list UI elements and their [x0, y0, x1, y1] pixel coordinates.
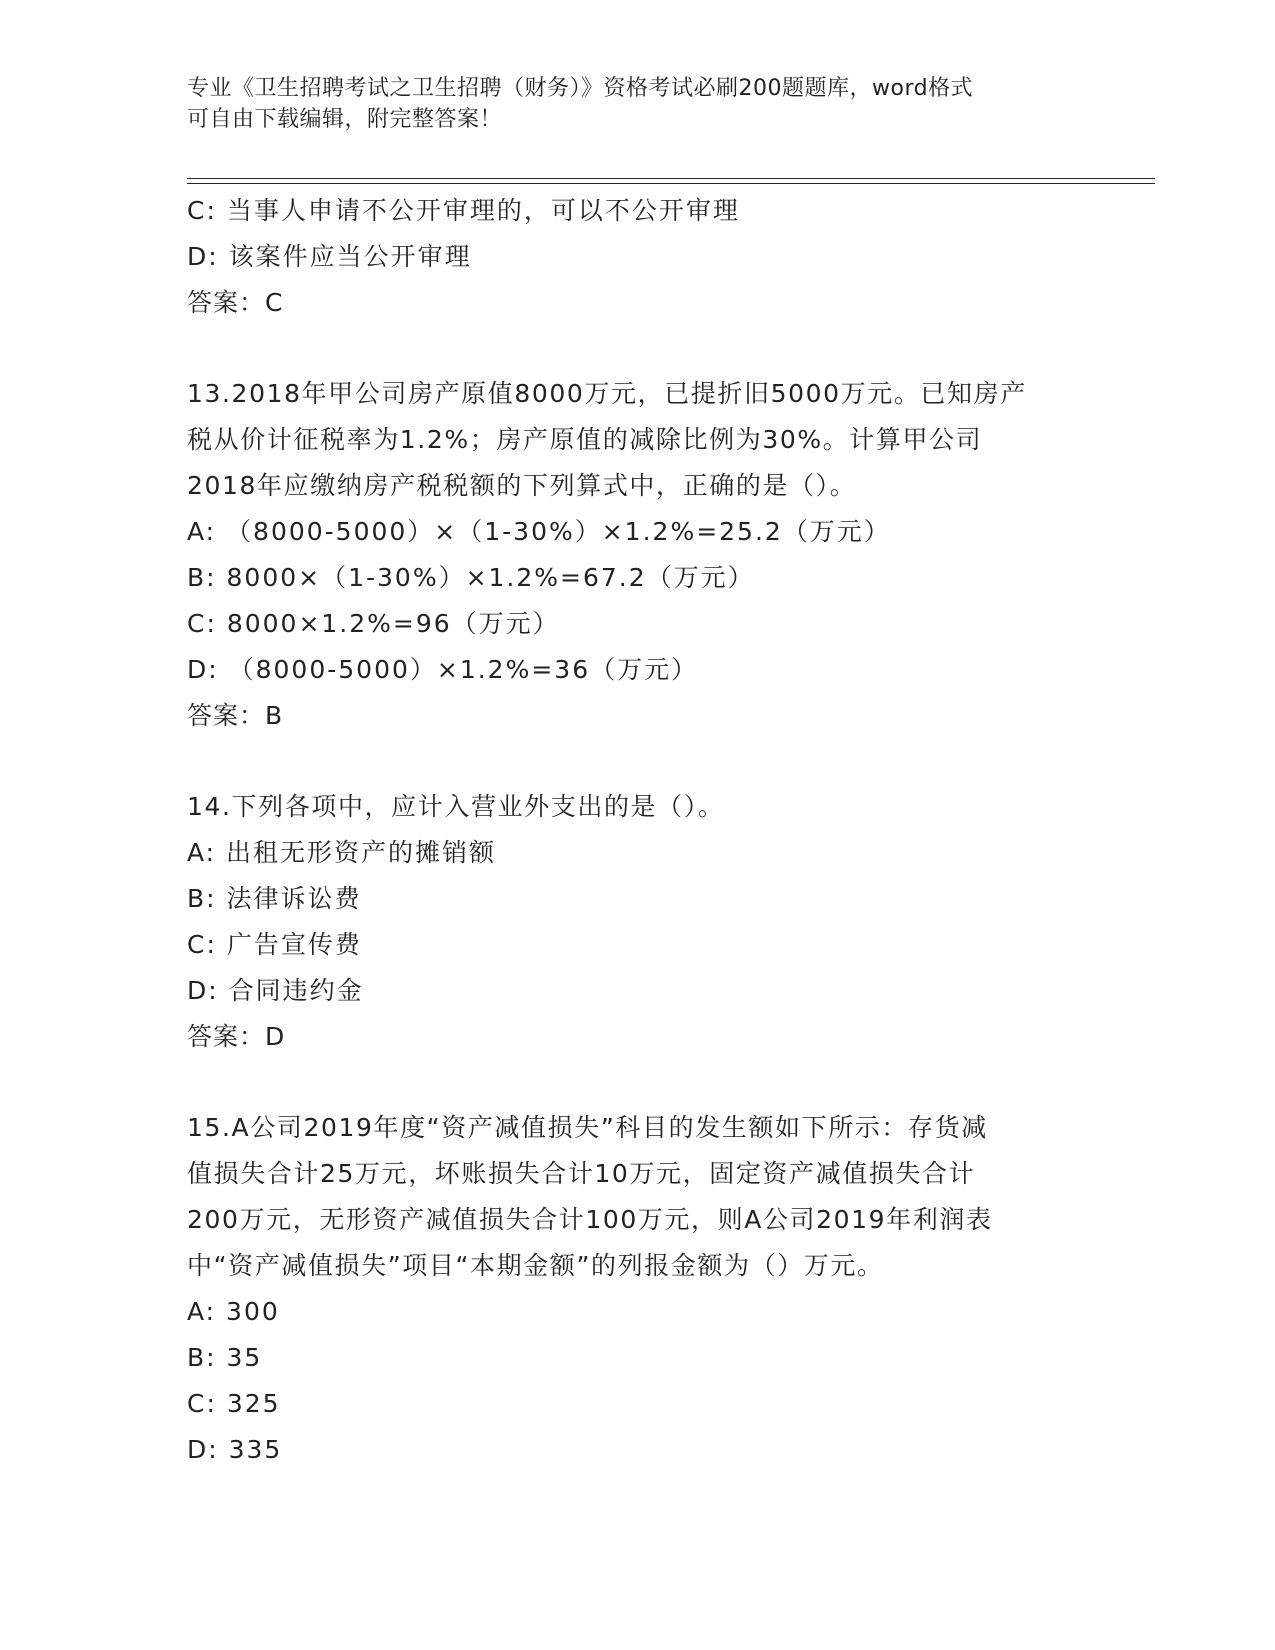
- header-line-2: 可自由下载编辑，附完整答案！: [187, 107, 503, 132]
- spacer: [187, 739, 1087, 784]
- option-d: D: （8000-5000）×1.2%=36（万元）: [187, 655, 699, 684]
- document-header: [187, 73, 1087, 135]
- option-c: C: 当事人申请不公开审理的，可以不公开审理: [187, 196, 740, 225]
- question-13: [187, 371, 1087, 739]
- question-text-line: 税从价计征税率为1.2%；房产原值的减除比例为30%。计算甲公司: [187, 425, 983, 454]
- option-c: C: 325: [187, 1389, 281, 1418]
- header-rule-top: [187, 178, 1155, 179]
- question-text-line: 2018年应缴纳房产税税额的下列算式中，正确的是（）。: [187, 471, 857, 500]
- question-text-line: 15.A公司2019年度“资产减值损失”科目的发生额如下所示：存货减: [187, 1113, 988, 1142]
- answer-line: 答案：D: [187, 1022, 286, 1051]
- option-a: A: 300: [187, 1297, 280, 1326]
- question-text: [187, 371, 1087, 509]
- option-c: C: 8000×1.2%=96（万元）: [187, 609, 560, 638]
- option-d: D: 该案件应当公开审理: [187, 242, 472, 271]
- option-d: D: 335: [187, 1435, 283, 1464]
- spacer: [187, 326, 1087, 371]
- question-text-line: 13.2018年甲公司房产原值8000万元，已提折旧5000万元。已知房产: [187, 379, 1027, 408]
- option-a: A: 出租无形资产的摊销额: [187, 838, 497, 867]
- question-text-line: 14.下列各项中，应计入营业外支出的是（）。: [187, 792, 725, 821]
- option-b: B: 35: [187, 1343, 263, 1372]
- question-14: [187, 784, 1087, 1060]
- option-a: A: （8000-5000）×（1-30%）×1.2%=25.2（万元）: [187, 517, 891, 546]
- option-d: D: 合同违约金: [187, 976, 364, 1005]
- header-rule-bottom: [187, 183, 1155, 184]
- option-b: B: 法律诉讼费: [187, 884, 362, 913]
- question-text-line: 值损失合计25万元，坏账损失合计10万元，固定资产减值损失合计: [187, 1159, 976, 1188]
- question-text: [187, 784, 1087, 830]
- answer-line: 答案：B: [187, 701, 284, 730]
- document-body: [187, 188, 1087, 1473]
- option-b: B: 8000×（1-30%）×1.2%=67.2（万元）: [187, 563, 755, 592]
- spacer: [187, 1060, 1087, 1105]
- question-15: [187, 1105, 1087, 1473]
- question-text-line: 中“资产减值损失”项目“本期金额”的列报金额为（）万元。: [187, 1251, 884, 1280]
- question-text: [187, 1105, 1087, 1289]
- question-text-line: 200万元，无形资产减值损失合计100万元，则A公司2019年利润表: [187, 1205, 993, 1234]
- question-12-tail: [187, 188, 1087, 326]
- option-c: C: 广告宣传费: [187, 930, 362, 959]
- header-line-1: 专业《卫生招聘考试之卫生招聘（财务）》资格考试必刷200题题库，word格式: [187, 76, 974, 101]
- answer-line: 答案：C: [187, 288, 284, 317]
